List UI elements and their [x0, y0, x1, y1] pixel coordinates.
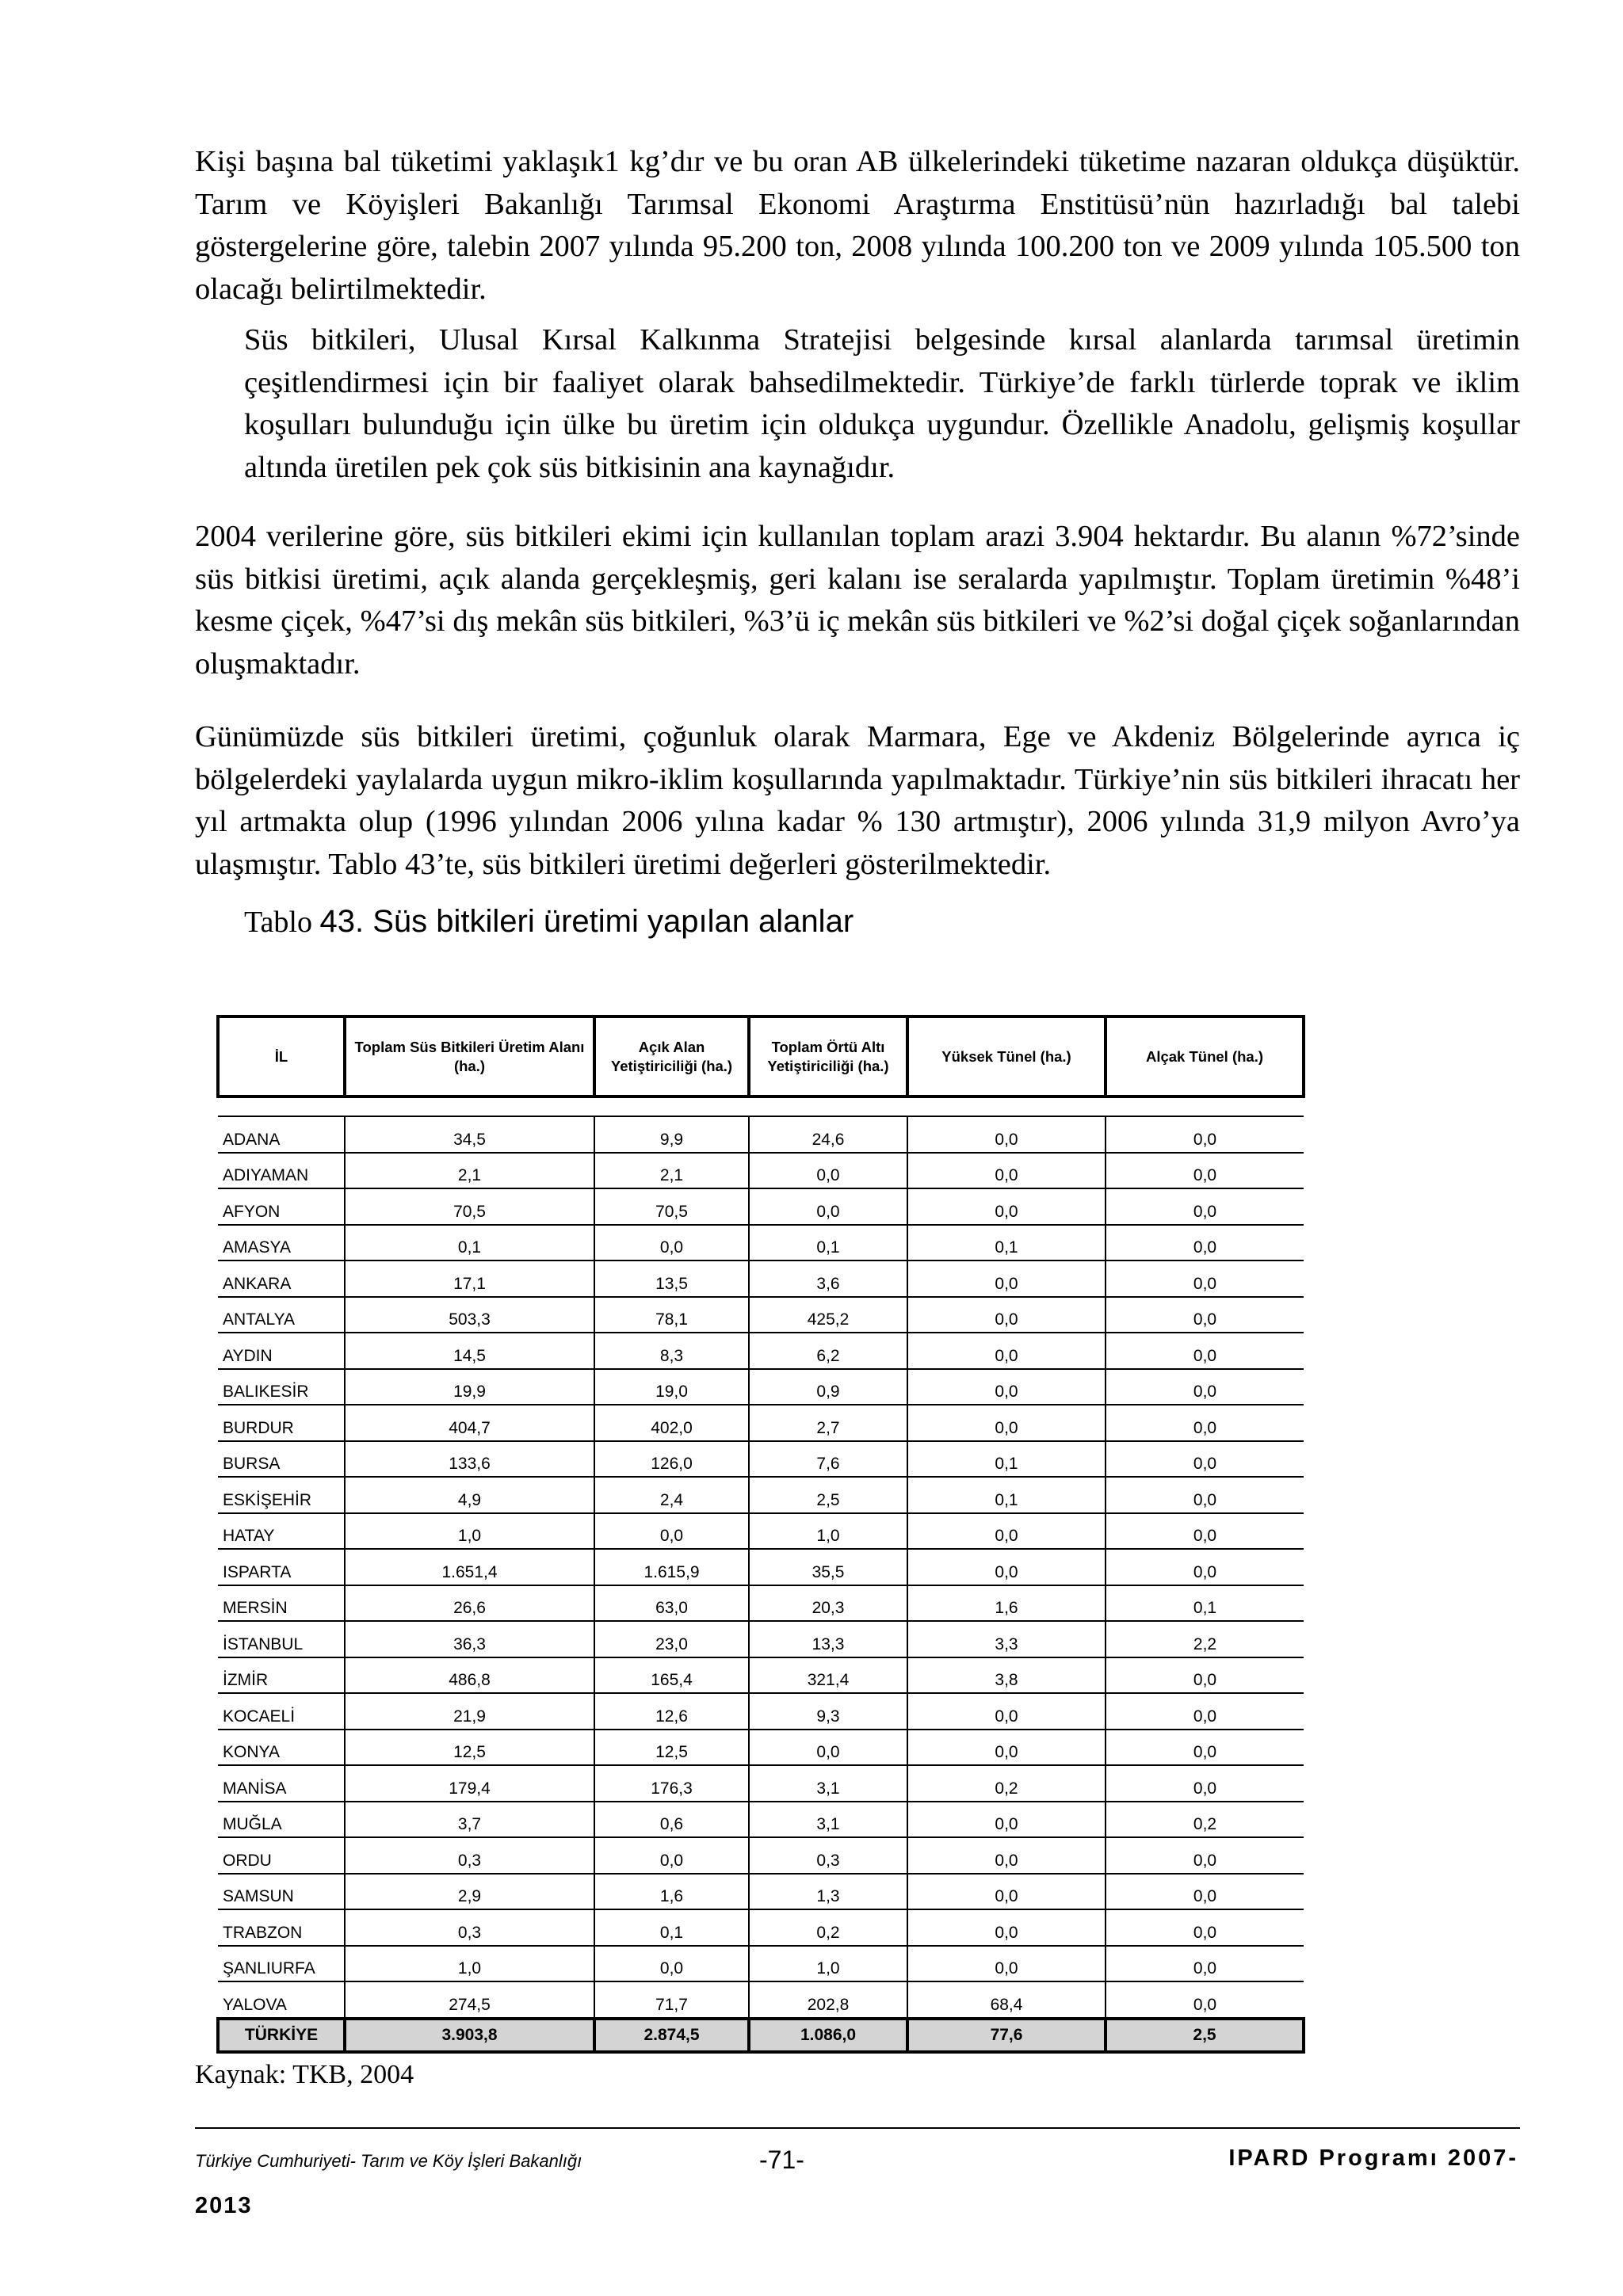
value-cell: 0,0: [907, 1261, 1106, 1297]
value-cell: 165,4: [594, 1657, 749, 1694]
paragraph-ornamental-plants-strategy: Süs bitkileri, Ulusal Kırsal Kalkınma Stratejisi belgesinde kırsal alanlarda tarımsal üretimin çeşitlendirmesi için bir faaliyet olarak bahsedilmektedir. Türkiye’de farklı türlerde toprak ve iklim koşulları bulunduğu için ülke bu üretim için oldukça uygundur. Özellikle Anadolu, gelişmiş koşullar altında üretilen pek çok süs bitkisinin ana kaynağıdır.: [244, 323, 1520, 484]
total-label: TÜRKİYE: [218, 2019, 345, 2052]
ornamental-plants-table: [216, 1015, 1305, 2054]
value-cell: 20,3: [749, 1585, 907, 1622]
value-cell: 0,2: [907, 1765, 1106, 1802]
value-cell: 0,0: [907, 1874, 1106, 1910]
value-cell: 2,4: [594, 1477, 749, 1513]
value-cell: 1,6: [907, 1585, 1106, 1622]
value-cell: 0,0: [1106, 1513, 1304, 1550]
table-header: [218, 1016, 1304, 1097]
value-cell: 0,0: [907, 1730, 1106, 1766]
value-cell: 321,4: [749, 1657, 907, 1694]
header-open-field: Açık Alan Yetiştiriciliği (ha.): [594, 1016, 749, 1097]
value-cell: 0,0: [907, 1693, 1106, 1730]
value-cell: 0,0: [594, 1513, 749, 1550]
table-row: [218, 1333, 1304, 1369]
paragraph-honey-consumption: Kişi başına bal tüketimi yaklaşık1 kg’dır ve bu oran AB ülkelerindeki tüketime nazaran oldukça düşüktür. Tarım ve Köyişleri Bakanlığı Tarımsal Ekonomi Araştırma Enstitüsü’nün hazırladığı bal talebi göstergelerine göre, talebin 2007 yılında 95.200 ton, 2008 yılında 100.200 ton ve 2009 yılında 105.500 ton olacağı belirtilmektedir.: [195, 145, 1520, 306]
value-cell: 0,0: [1106, 1657, 1304, 1694]
province-cell: HATAY: [218, 1513, 345, 1550]
value-cell: 3,7: [345, 1802, 594, 1838]
value-cell: 0,0: [1106, 1730, 1304, 1766]
value-cell: 3,8: [907, 1657, 1106, 1694]
value-cell: 14,5: [345, 1333, 594, 1369]
value-cell: 0,9: [749, 1369, 907, 1405]
table-row: [218, 1261, 1304, 1297]
value-cell: 71,7: [594, 1981, 749, 2019]
table-caption-title: 43. Süs bitkileri üretimi yapılan alanlar: [319, 904, 854, 939]
value-cell: 0,0: [1106, 1874, 1304, 1910]
province-cell: BURSA: [218, 1441, 345, 1478]
value-cell: 0,0: [1106, 1261, 1304, 1297]
footer-ministry: Türkiye Cumhuriyeti- Tarım ve Köy İşleri Bakanlığı: [195, 2151, 582, 2171]
value-cell: 0,0: [1106, 1441, 1304, 1478]
source-note: Kaynak: TKB, 2004: [195, 2060, 414, 2089]
table-row: [218, 1621, 1304, 1657]
value-cell: 3,6: [749, 1261, 907, 1297]
value-cell: 1,0: [345, 1946, 594, 1982]
table-row: [218, 1297, 1304, 1333]
value-cell: 0,0: [1106, 1369, 1304, 1405]
value-cell: 0,3: [749, 1837, 907, 1874]
value-cell: 2,9: [345, 1874, 594, 1910]
value-cell: 0,0: [907, 1369, 1106, 1405]
value-cell: 126,0: [594, 1441, 749, 1478]
value-cell: 2,1: [594, 1153, 749, 1189]
value-cell: 0,0: [594, 1225, 749, 1261]
value-cell: 486,8: [345, 1657, 594, 1694]
value-cell: 0,1: [907, 1441, 1106, 1478]
value-cell: 176,3: [594, 1765, 749, 1802]
value-cell: 24,6: [749, 1116, 907, 1153]
value-cell: 19,9: [345, 1369, 594, 1405]
value-cell: 0,0: [594, 1837, 749, 1874]
value-cell: 0,1: [1106, 1585, 1304, 1622]
value-cell: 2,1: [345, 1153, 594, 1189]
province-cell: ADANA: [218, 1116, 345, 1153]
total-cell: 2,5: [1106, 2019, 1304, 2052]
table-total: [218, 2019, 1304, 2052]
province-cell: ANKARA: [218, 1261, 345, 1297]
table-row: [218, 1657, 1304, 1694]
province-cell: SAMSUN: [218, 1874, 345, 1910]
value-cell: 0,0: [1106, 1188, 1304, 1225]
value-cell: 1,6: [594, 1874, 749, 1910]
province-cell: İSTANBUL: [218, 1621, 345, 1657]
table-row: [218, 1730, 1304, 1766]
value-cell: 274,5: [345, 1981, 594, 2019]
header-greenhouse-total: Toplam Örtü Altı Yetiştiriciliği (ha.): [749, 1016, 907, 1097]
footer-program: IPARD Programı 2007-: [1228, 2145, 1518, 2171]
header-total-area: Toplam Süs Bitkileri Üretim Alanı (ha.): [345, 1016, 594, 1097]
value-cell: 0,0: [1106, 1116, 1304, 1153]
value-cell: 0,0: [907, 1188, 1106, 1225]
value-cell: 13,5: [594, 1261, 749, 1297]
value-cell: 1,0: [749, 1946, 907, 1982]
value-cell: 9,9: [594, 1116, 749, 1153]
value-cell: 1.651,4: [345, 1549, 594, 1585]
table-row: [218, 1477, 1304, 1513]
value-cell: 0,0: [1106, 1153, 1304, 1189]
value-cell: 23,0: [594, 1621, 749, 1657]
province-cell: ADIYAMAN: [218, 1153, 345, 1189]
value-cell: 19,0: [594, 1369, 749, 1405]
value-cell: 402,0: [594, 1405, 749, 1441]
value-cell: 4,9: [345, 1477, 594, 1513]
value-cell: 0,0: [749, 1153, 907, 1189]
value-cell: 0,0: [907, 1116, 1106, 1153]
province-cell: TRABZON: [218, 1909, 345, 1946]
table-row: [218, 1946, 1304, 1982]
table-caption-label: Tablo: [244, 906, 312, 939]
value-cell: 0,0: [1106, 1693, 1304, 1730]
province-cell: MERSİN: [218, 1585, 345, 1622]
province-cell: ORDU: [218, 1837, 345, 1874]
table-row: [218, 1765, 1304, 1802]
value-cell: 0,0: [907, 1946, 1106, 1982]
value-cell: 0,0: [907, 1802, 1106, 1838]
table-row: [218, 1441, 1304, 1478]
paragraph-production-regions: Günümüzde süs bitkileri üretimi, çoğunluk olarak Marmara, Ege ve Akdeniz Bölgelerinde ayrıca iç bölgelerdeki yaylalarda uygun mikro-iklim koşullarında yapılmaktadır. Türkiye’nin süs bitkileri ihracatı her yıl artmakta olup (1996 yılından 2006 yılına kadar % 130 artmıştır), 2006 yılında 31,9 milyon Avro’ya ulaşmıştır. Tablo 43’te, süs bitkileri üretimi değerleri gösterilmektedir.: [195, 720, 1520, 881]
value-cell: 0,0: [749, 1188, 907, 1225]
total-cell: 2.874,5: [594, 2019, 749, 2052]
table-row: [218, 1874, 1304, 1910]
value-cell: 0,1: [907, 1225, 1106, 1261]
table-row: [218, 1153, 1304, 1189]
value-cell: 3,3: [907, 1621, 1106, 1657]
value-cell: 0,0: [1106, 1765, 1304, 1802]
table-row: [218, 1837, 1304, 1874]
province-cell: ISPARTA: [218, 1549, 345, 1585]
value-cell: 179,4: [345, 1765, 594, 1802]
value-cell: 0,0: [749, 1730, 907, 1766]
table-row: [218, 1225, 1304, 1261]
page-number: -71-: [759, 2145, 804, 2174]
value-cell: 68,4: [907, 1981, 1106, 2019]
value-cell: 7,6: [749, 1441, 907, 1478]
value-cell: 0,1: [907, 1477, 1106, 1513]
value-cell: 0,0: [907, 1333, 1106, 1369]
value-cell: 34,5: [345, 1116, 594, 1153]
footer-year: 2013: [195, 2193, 253, 2218]
value-cell: 21,9: [345, 1693, 594, 1730]
value-cell: 1,3: [749, 1874, 907, 1910]
value-cell: 0,0: [1106, 1909, 1304, 1946]
value-cell: 12,5: [345, 1730, 594, 1766]
value-cell: 0,0: [907, 1837, 1106, 1874]
table-row: [218, 1802, 1304, 1838]
total-cell: 1.086,0: [749, 2019, 907, 2052]
value-cell: 0,0: [1106, 1549, 1304, 1585]
value-cell: 17,1: [345, 1261, 594, 1297]
value-cell: 0,3: [345, 1837, 594, 1874]
value-cell: 12,6: [594, 1693, 749, 1730]
value-cell: 6,2: [749, 1333, 907, 1369]
value-cell: 2,2: [1106, 1621, 1304, 1657]
value-cell: 0,0: [907, 1513, 1106, 1550]
paragraph-2004-data: 2004 verilerine göre, süs bitkileri ekimi için kullanılan toplam arazi 3.904 hektardır. Bu alanın %72’sinde süs bitkisi üretimi, açık alanda gerçekleşmiş, geri kalanı ise seralarda yapılmıştır. Toplam üretimin %48’i kesme çiçek, %47’si dış mekân süs bitkileri, %3’ü iç mekân süs bitkileri ve %2’si doğal çiçek soğanlarından oluşmaktadır.: [195, 520, 1520, 681]
table-row: [218, 1116, 1304, 1153]
value-cell: 0,0: [1106, 1333, 1304, 1369]
value-cell: 0,0: [1106, 1297, 1304, 1333]
value-cell: 0,0: [1106, 1225, 1304, 1261]
value-cell: 1,0: [345, 1513, 594, 1550]
table-row: [218, 1909, 1304, 1946]
table-caption: [244, 902, 854, 942]
table-row: [218, 1549, 1304, 1585]
province-cell: MANİSA: [218, 1765, 345, 1802]
value-cell: 404,7: [345, 1405, 594, 1441]
value-cell: 0,0: [594, 1946, 749, 1982]
table-row: [218, 1981, 1304, 2019]
table-body: [218, 1116, 1304, 2019]
province-cell: MUĞLA: [218, 1802, 345, 1838]
value-cell: 0,0: [1106, 1981, 1304, 2019]
footer-divider: [195, 2127, 1520, 2129]
value-cell: 0,0: [1106, 1837, 1304, 1874]
value-cell: 425,2: [749, 1297, 907, 1333]
header-high-tunnel: Yüksek Tünel (ha.): [907, 1016, 1106, 1097]
province-cell: ŞANLIURFA: [218, 1946, 345, 1982]
total-row: [218, 2019, 1304, 2052]
value-cell: 0,2: [749, 1909, 907, 1946]
value-cell: 202,8: [749, 1981, 907, 2019]
total-cell: 77,6: [907, 2019, 1106, 2052]
value-cell: 0,0: [907, 1297, 1106, 1333]
table-row: [218, 1693, 1304, 1730]
value-cell: 70,5: [345, 1188, 594, 1225]
value-cell: 0,1: [749, 1225, 907, 1261]
province-cell: BURDUR: [218, 1405, 345, 1441]
province-cell: AFYON: [218, 1188, 345, 1225]
total-cell: 3.903,8: [345, 2019, 594, 2052]
header-row: [218, 1016, 1304, 1097]
value-cell: 63,0: [594, 1585, 749, 1622]
province-cell: YALOVA: [218, 1981, 345, 2019]
value-cell: 0,0: [907, 1549, 1106, 1585]
value-cell: 0,0: [907, 1405, 1106, 1441]
province-cell: KONYA: [218, 1730, 345, 1766]
value-cell: 133,6: [345, 1441, 594, 1478]
province-cell: ESKİŞEHİR: [218, 1477, 345, 1513]
value-cell: 36,3: [345, 1621, 594, 1657]
value-cell: 78,1: [594, 1297, 749, 1333]
value-cell: 2,7: [749, 1405, 907, 1441]
value-cell: 8,3: [594, 1333, 749, 1369]
value-cell: 0,0: [907, 1153, 1106, 1189]
value-cell: 9,3: [749, 1693, 907, 1730]
value-cell: 12,5: [594, 1730, 749, 1766]
province-cell: AYDIN: [218, 1333, 345, 1369]
value-cell: 13,3: [749, 1621, 907, 1657]
value-cell: 1.615,9: [594, 1549, 749, 1585]
value-cell: 1,0: [749, 1513, 907, 1550]
value-cell: 26,6: [345, 1585, 594, 1622]
table-row: [218, 1369, 1304, 1405]
table-row: [218, 1405, 1304, 1441]
value-cell: 0,2: [1106, 1802, 1304, 1838]
header-low-tunnel: Alçak Tünel (ha.): [1106, 1016, 1304, 1097]
value-cell: 0,0: [1106, 1477, 1304, 1513]
value-cell: 3,1: [749, 1765, 907, 1802]
value-cell: 0,0: [1106, 1405, 1304, 1441]
value-cell: 0,0: [1106, 1946, 1304, 1982]
province-cell: KOCAELİ: [218, 1693, 345, 1730]
province-cell: AMASYA: [218, 1225, 345, 1261]
value-cell: 503,3: [345, 1297, 594, 1333]
value-cell: 3,1: [749, 1802, 907, 1838]
value-cell: 0,1: [594, 1909, 749, 1946]
value-cell: 70,5: [594, 1188, 749, 1225]
value-cell: 2,5: [749, 1477, 907, 1513]
province-cell: BALIKESİR: [218, 1369, 345, 1405]
header-province: İL: [218, 1016, 345, 1097]
value-cell: 0,1: [345, 1225, 594, 1261]
value-cell: 0,3: [345, 1909, 594, 1946]
value-cell: 0,6: [594, 1802, 749, 1838]
table-row: [218, 1513, 1304, 1550]
value-cell: 0,0: [907, 1909, 1106, 1946]
province-cell: İZMİR: [218, 1657, 345, 1694]
table-row: [218, 1585, 1304, 1622]
province-cell: ANTALYA: [218, 1297, 345, 1333]
value-cell: 35,5: [749, 1549, 907, 1585]
table-row: [218, 1188, 1304, 1225]
